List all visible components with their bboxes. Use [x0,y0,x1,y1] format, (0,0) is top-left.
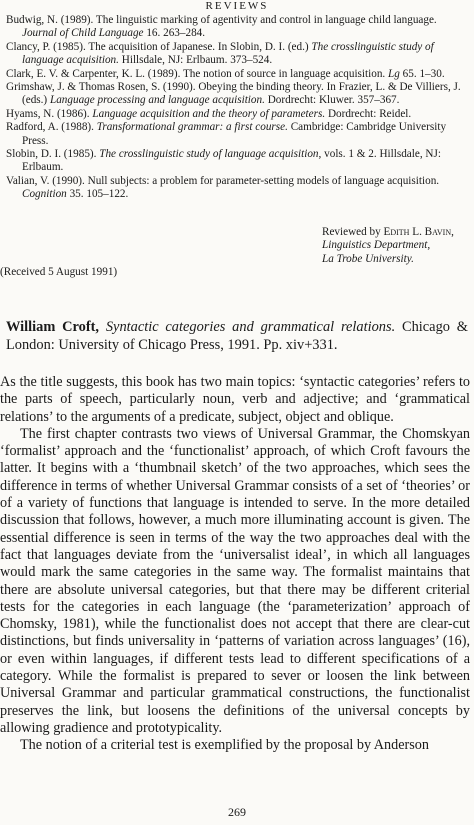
reference-entry: Slobin, D. I. (1985). The crosslinguistic study of language acquisition, vols. 1 & 2. Hillsdale, NJ: Erlbaum. [6,148,441,174]
book-publication: Chicago & London: University of Chicago Press, 1991. Pp. xiv+331. [6,319,468,353]
review-body [0,374,470,755]
reference-list [6,14,470,202]
reviewer-name: Edith L. Bavin, [383,226,454,238]
running-header: REVIEWS [205,0,269,12]
review-heading [6,318,468,354]
reviewer-signature [322,226,472,266]
reference-entry: Clark, E. V. & Carpenter, K. L. (1989). The notion of source in language acquisition. Lg 65. 1–30. [6,67,445,80]
page-number: 269 [228,805,246,819]
reviewer-department: Linguistics Department, [322,239,431,252]
body-paragraph: The first chapter contrasts two views of Universal Grammar, the Chomskyan ‘formalist’ approach and the ‘functionalist’ approach, of which Croft favours the latter. It begins with a ‘thumbnail sketch’ of the two approaches, which sees the difference in terms of whether Universal Grammar consists of a set of ‘theories’ or of a variety of functions that language is intended to serve. In the more detailed discussion that follows, however, a much more illuminating account is given. The essential difference is seen in terms of the way the two approaches deal with the fact that languages deviate from the ‘universalist ideal’, in which all languages would mark the same categories in the same way. The formalist maintains that there are absolute universal categories, but that there may be different criterial tests for the categories in each language (the ‘parameterization’ approach of Chomsky, 1981), while the functionalist does not accept that there are clear-cut distinctions, but finds universality in ‘patterns of variation across languages’ (16), or even within languages, if different tests lead to different specifications of a category. While the formalist is prepared to sever or loosen the link between Universal Grammar and particular grammatical constructions, the functionalist preserves the link, but loosens the definitions of the universal concepts by allowing gradience and prototypicality. [0,425,470,736]
reviewed-by-label: Reviewed by [322,226,384,238]
book-author: William Croft, [6,319,100,335]
reference-entry: Grimshaw, J. & Thomas Rosen, S. (1990). Obeying the binding theory. In Frazier, L. & De Villiers, J. (eds.) Language processing and language acquisition. Dordrecht: Kluwer. 357–367. [6,81,461,107]
book-title: Syntactic categories and grammatical relations. [105,319,396,335]
reference-entry: Valian, V. (1990). Null subjects: a problem for parameter-setting models of language acquisition. Cognition 35. 105–122. [6,174,440,201]
reference-entry: Budwig, N. (1989). The linguistic marking of agentivity and control in language child language. Journal of Child Language 16. 263–284. [6,14,437,40]
reference-entry: Clancy, P. (1985). The acquisition of Japanese. In Slobin, D. I. (ed.) The crosslinguistic study of language acquisition. Hillsdale, NJ: Erlbaum. 373–524. [6,40,434,67]
received-date: (Received 5 August 1991) [0,266,118,278]
body-paragraph: As the title suggests, this book has two main topics: ‘syntactic categories’ refers to the parts of speech, particularly noun, verb and adjective; and ‘grammatical relations’ to the arguments of a predicate, subject, object and oblique. [0,374,470,425]
body-paragraph: The notion of a criterial test is exemplified by the proposal by Anderson [20,737,429,754]
reviewer-university: La Trobe University. [322,252,414,265]
reference-entry: Hyams, N. (1986). Language acquisition and the theory of parameters. Dordrecht: Reidel. [6,107,412,120]
reference-entry: Radford, A. (1988). Transformational grammar: a first course. Cambridge: Cambridge University Press. [6,121,447,147]
